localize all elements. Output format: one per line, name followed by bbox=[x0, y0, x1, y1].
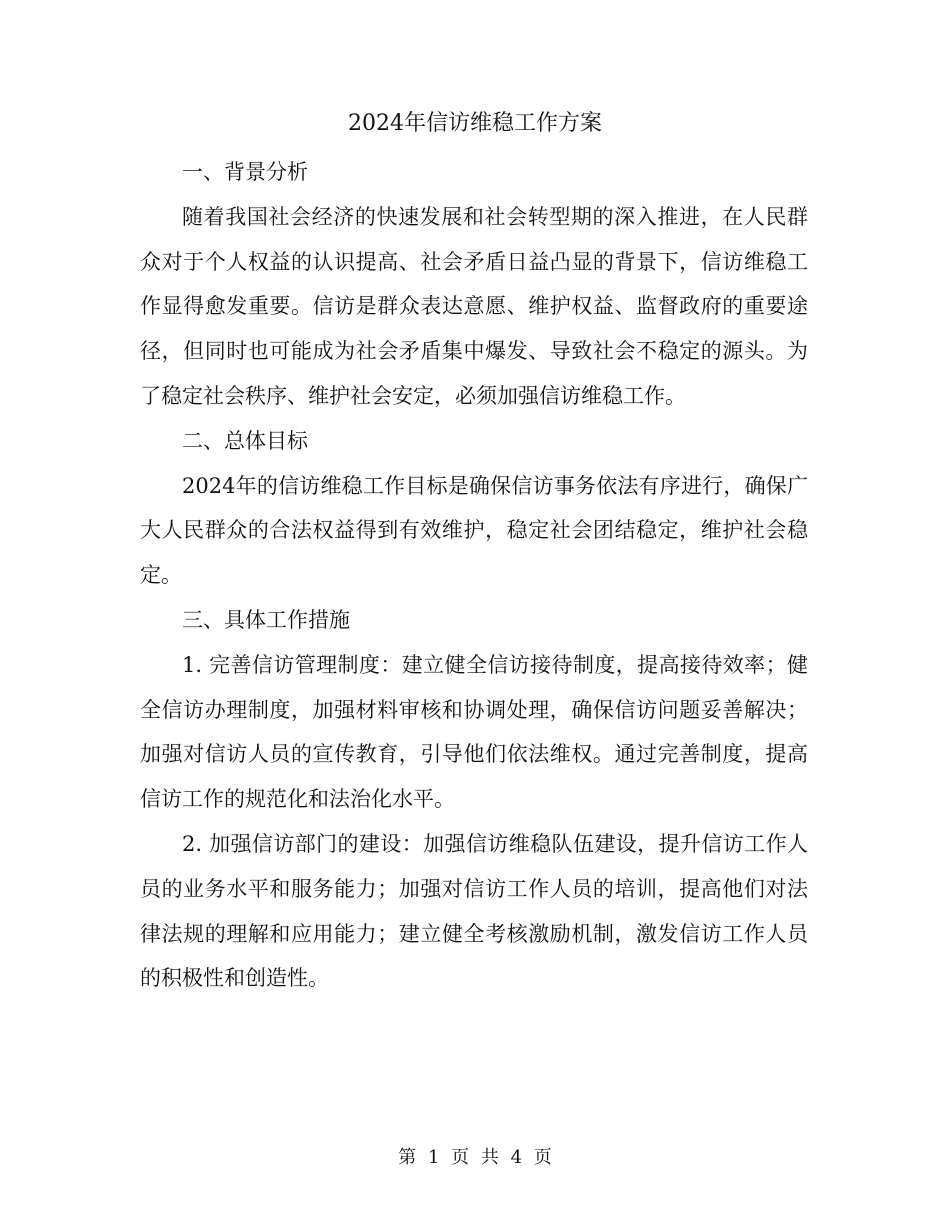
document-title: 2024年信访维稳工作方案 bbox=[348, 111, 602, 136]
section-heading-goals: 二、总体目标 bbox=[182, 428, 308, 453]
paragraph-background: 随着我国社会经济的快速发展和社会转型期的深入推进，在人民群众对于个人权益的认识提高、社会矛盾日益凸显的背景下，信访维稳工作显得愈发重要。信访是群众表达意愿、维护权益、监督政府的重要途径，但同时也可能成为社会矛盾集中爆发、导致社会不稳定的源头。为了稳定社会秩序、维护社会安定，必须加强信访维稳工作。 bbox=[140, 204, 808, 408]
section-heading-background: 一、背景分析 bbox=[182, 160, 308, 184]
section-heading-measures: 三、具体工作措施 bbox=[182, 607, 350, 632]
page-number-footer: 第 1 页 共 4 页 bbox=[398, 1147, 552, 1168]
paragraph-measure-2: 2. 加强信访部门的建设：加强信访维稳队伍建设，提升信访工作人员的业务水平和服务能力；加强对信访工作人员的培训，提高他们对法律法规的理解和应用能力；建立健全考核激励机制，激发信访工作人员的积极性和创造性。 bbox=[140, 831, 808, 991]
document-body bbox=[140, 150, 808, 1001]
paragraph-measure-1: 1. 完善信访管理制度：建立健全信访接待制度，提高接待效率；健全信访办理制度，加强材料审核和协调处理，确保信访问题妥善解决；加强对信访人员的宣传教育，引导他们依法维权。通过完善制度，提高信访工作的规范化和法治化水平。 bbox=[140, 652, 808, 812]
paragraph-goals: 2024年的信访维稳工作目标是确保信访事务依法有序进行，确保广大人民群众的合法权益得到有效维护，稳定社会团结稳定，维护社会稳定。 bbox=[140, 473, 808, 588]
